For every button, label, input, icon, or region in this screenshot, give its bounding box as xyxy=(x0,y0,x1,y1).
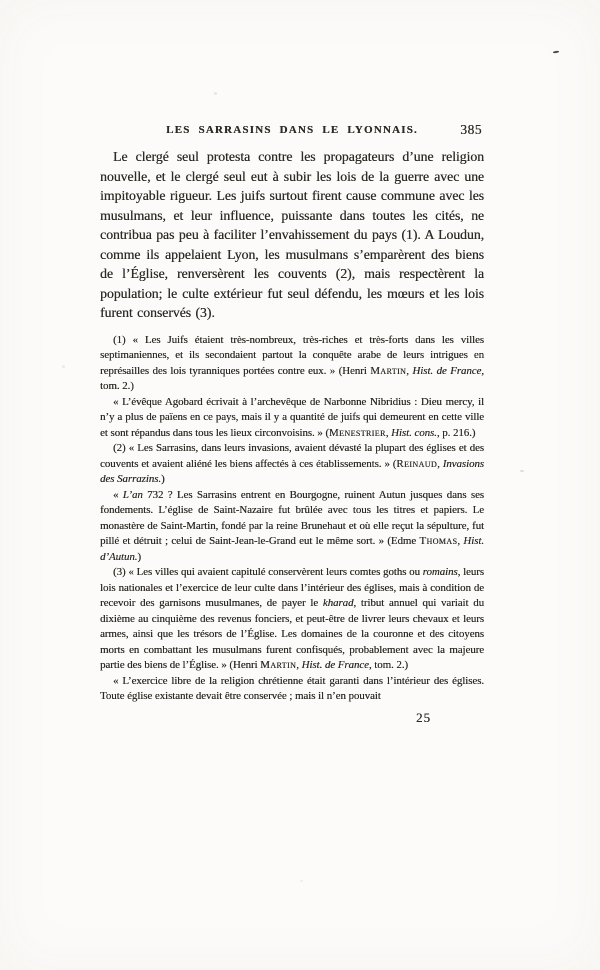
text-block xyxy=(100,124,484,726)
footnote-smallcaps-text: Reinaud xyxy=(396,457,438,470)
scan-speck xyxy=(214,92,217,95)
signature-mark: 25 xyxy=(416,709,431,725)
page-number: 385 xyxy=(460,122,482,137)
footnote-smallcaps-text: Thomas xyxy=(419,535,458,547)
footnote-italic-text: Hist. cons. xyxy=(391,426,437,439)
footnote-italic-text: Hist. d’Autun. xyxy=(100,535,484,563)
footnote-paragraph xyxy=(100,488,484,566)
footnote-text: , tribut annuel qui variait du dixième au cinquième des revenus fonciers, et peut-être de livrer leurs chevaux et leurs armes, ainsi que les trésors de l’Église. Les domaines de la couronne et des citoyens morts en combattant les musulmans furent confisqués, probablement avec la majeure partie des biens de l’Église. » (Henri xyxy=(100,597,484,671)
footnote-text: , xyxy=(385,426,392,439)
footnote-text: , tom. 2.) xyxy=(368,659,409,671)
footnote-paragraph xyxy=(100,333,484,395)
footnote-text: « L’évêque Agobard écrivait à l’archevêque de Narbonne Nibridius : Dieu mercy, il n’y a plus de païens en ce pays, mais il y a quantité de juifs qui demeurent en cette ville et sont répandus dans tous les lieux circonvoisins. » ( xyxy=(100,395,484,439)
footnote-text: , xyxy=(437,457,443,470)
footnote-italic-text: Hist. de France xyxy=(412,364,482,377)
footnote-text: (3) « Les villes qui avaient capitulé conservèrent leurs comtes goths ou xyxy=(113,566,423,578)
scan-speck xyxy=(520,470,524,472)
footnote-italic-text: romains xyxy=(422,566,458,578)
footnote-text: , xyxy=(296,659,302,671)
footnote-smallcaps-text: Martin xyxy=(370,364,407,377)
footnote-text: , p. 216.) xyxy=(436,426,476,439)
scan-speck xyxy=(300,880,303,882)
footnote-italic-text: kharad xyxy=(322,597,354,609)
footnote-paragraph xyxy=(100,441,484,488)
footnote-italic-text: L’an xyxy=(122,488,143,501)
footnote-italic-text: Invasions des Sarrazins. xyxy=(100,457,484,485)
footnote-paragraph xyxy=(100,395,484,442)
footnote-paragraph xyxy=(100,674,484,705)
running-head-title: LES SARRASINS DANS LE LYONNAIS. xyxy=(166,124,418,136)
footnote-text: , leurs lois nationales et l’exercice de leur culte dans l’intérieur des églises, mais à condition de recevoir des garnisons musulmanes, de payer le xyxy=(100,566,484,609)
footnote-text: « L’exercice libre de la religion chrétienne était garanti dans l’intérieur des églises. Toute église existante devait être conservée ; mais il n’en pouvait xyxy=(100,674,484,702)
footnote-text: ) xyxy=(161,473,165,485)
footnotes-section xyxy=(100,333,484,705)
footnote-paragraph xyxy=(100,565,484,674)
footnote-text: « xyxy=(113,488,123,501)
footnote-text: , xyxy=(457,535,464,547)
footnote-smallcaps-text: Martin xyxy=(260,659,297,671)
footnote-text: , tom. 2.) xyxy=(100,364,484,392)
scan-speck xyxy=(62,365,65,368)
scan-speck xyxy=(553,51,559,54)
footnote-text: 732 ? Les Sarrasins entrent en Bourgogne, ruinent Autun jusques dans ses fondements. L’église de Saint-Nazaire fut brûlée avec tous les titres et papiers. Le monastère de Saint-Martin, fondé par la reine Brunehaut et où elle reçut la sépulture, fut pillé et détruit ; celui de Saint-Jean-le-Grand eut le même sort. » (Edme xyxy=(100,488,484,547)
footnote-text: (2) « Les Sarrasins, dans leurs invasions, avaient dévasté la plupart des églises et des couvents et avaient aliéné les biens affectés à ces établissements. » ( xyxy=(100,442,484,470)
footnote-smallcaps-text: Menestrier xyxy=(328,426,386,439)
footnote-text: , xyxy=(406,364,413,377)
page-header xyxy=(100,124,484,140)
footnote-italic-text: Hist. de France xyxy=(301,659,369,671)
main-body-paragraph: Le clergé seul protesta contre les propagateurs d’une religion nouvelle, et le clergé seul eut à subir les lois de la guerre avec une impitoyable rigueur. Les juifs surtout firent cause commune avec les musulmans, et leur influence, puissante dans toutes les cités, ne contribua pas peu à faciliter l’envahissement du pays (1). A Loudun, comme ils appelaient Lyon, les musulmans s’emparèrent des biens de l’Église, renversèrent les couvents (2), mais respectèrent la population; le culte extérieur fut seul défendu, les mœurs et les lois furent conservés (3). xyxy=(100,149,484,320)
footnote-text: ) xyxy=(137,550,141,563)
footnote-text: (1) « Les Juifs étaient très-nombreux, très-riches et très-forts dans les villes septimaniennes, et ils secondaient partout la conquête arabe de leurs intrigues en représailles des lois tyranniques portées contre eux. » (Henri xyxy=(100,333,484,377)
